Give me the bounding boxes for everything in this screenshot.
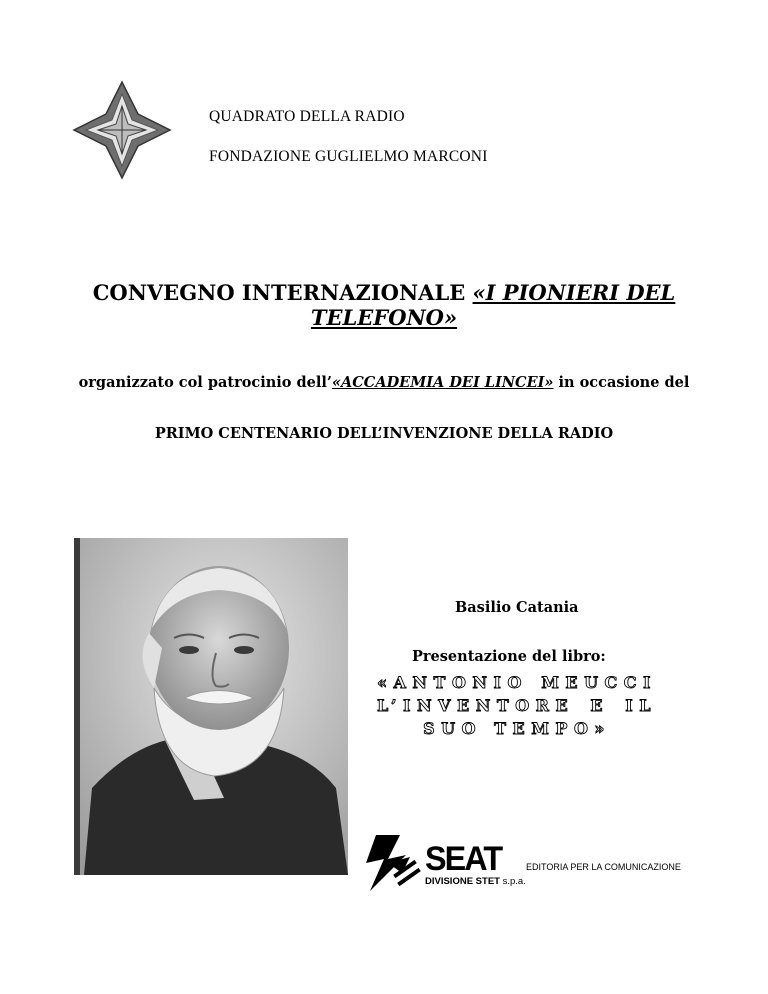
presentation-label: Presentazione del libro: [412, 648, 606, 665]
book-title-line1: «ANTONIO MEUCCI [377, 673, 657, 692]
conference-title-prefix: CONVEGNO INTERNAZIONALE [92, 280, 473, 305]
patronage-academy: «ACCADEMIA DEI LINCEI» [331, 374, 554, 391]
patronage-suffix: in occasione del [553, 374, 690, 391]
book-title-line3: SUO TEMPO» [423, 719, 611, 738]
publisher-division [425, 876, 526, 887]
org-name-quadrato: QUADRATO DELLA RADIO [209, 108, 405, 125]
publisher-division-suffix: s.p.a. [502, 876, 526, 887]
centenary-line: PRIMO CENTENARIO DELL’INVENZIONE DELLA RADIO [154, 425, 614, 442]
diamond-compass-logo [72, 80, 172, 180]
portrait-photo [74, 538, 348, 875]
book-title-line2: L’INVENTORE E IL [377, 696, 657, 715]
patronage-text [60, 373, 708, 392]
author-name: Basilio Catania [455, 599, 579, 616]
publisher-name: SEAT [425, 840, 502, 878]
conference-title-italic: «I PIONIERI DEL TELEFONO» [310, 280, 676, 330]
org-name-fondazione: FONDAZIONE GUGLIELMO MARCONI [209, 148, 488, 165]
publisher-tagline: EDITORIA PER LA COMUNICAZIONE [526, 862, 681, 872]
conference-title [60, 280, 708, 330]
patronage-prefix: organizzato col patrocinio dell’ [78, 374, 332, 391]
publisher-division-name: DIVISIONE STET [425, 876, 500, 887]
book-title [377, 671, 657, 740]
